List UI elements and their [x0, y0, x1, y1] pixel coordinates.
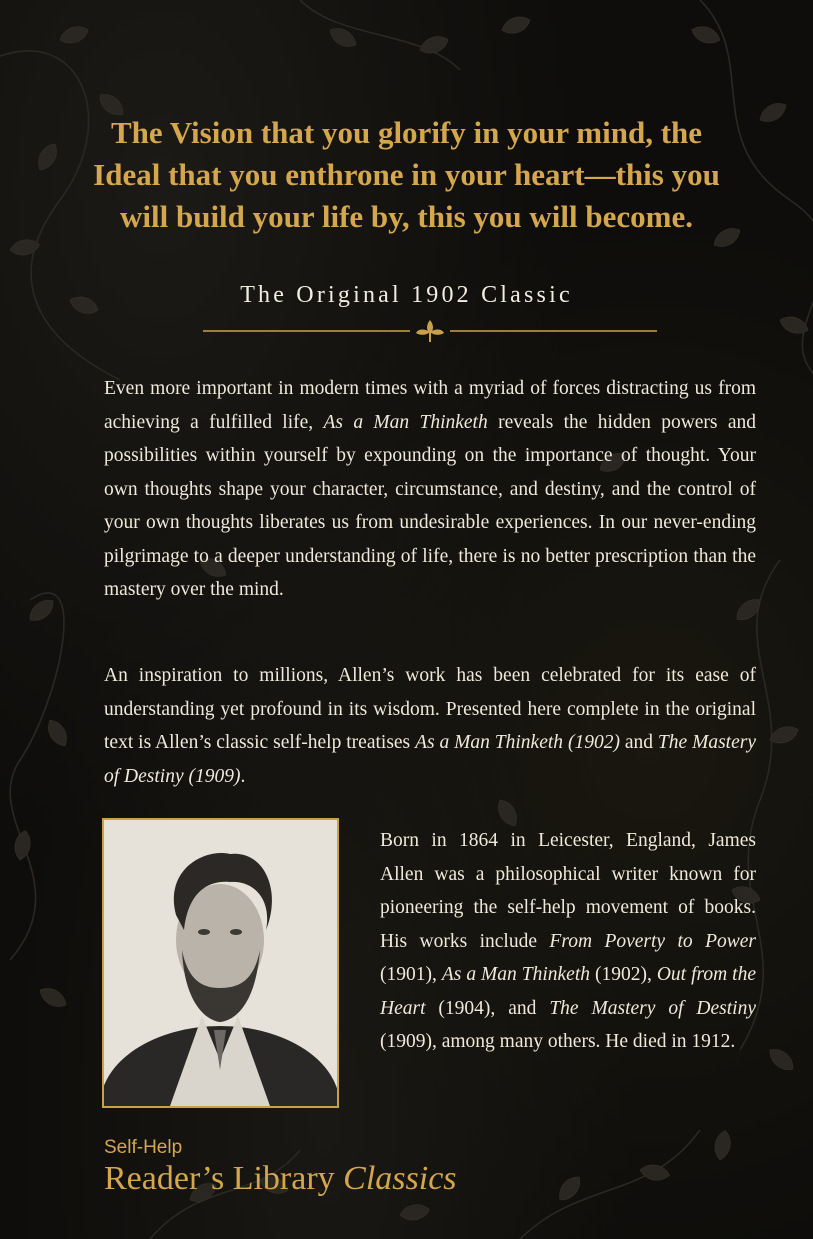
description-text: . [240, 765, 246, 787]
book-title: The Mastery of Destiny (1909) [104, 732, 756, 787]
description-text: and [619, 732, 658, 753]
quote-line: will build your life by, this you will become. [119, 199, 693, 234]
description-paragraph-2 [104, 659, 756, 793]
book-title: As a Man Thinketh [441, 964, 591, 985]
series-name: Reader’s Library [104, 1160, 344, 1197]
author-bio [380, 824, 756, 1059]
quote-line: The Vision that you glorify in your mind, the [110, 115, 703, 150]
author-photo-image [104, 820, 337, 1106]
book-title: As a Man Thinketh [323, 411, 488, 433]
series-logo [104, 1160, 457, 1198]
description-text: An inspiration to millions, Allen’s work has been celebrated for its ease of understanding yet profound in its wisdom. Presented here complete in the original text is Allen’s classic self-help treatises [104, 665, 756, 753]
book-title: The Mastery of Destiny [549, 997, 756, 1019]
book-title: From Poverty to Power [549, 930, 757, 952]
book-title: Out from the Heart [380, 964, 756, 1019]
genre-label: Self-Help [104, 1137, 183, 1158]
book-title: As a Man Thinketh (1902) [415, 732, 620, 753]
bio-text: Born in 1864 in Leicester, England, James Allen was a philosophical writer known for pioneering the self-help movement of books. His works include [380, 830, 756, 952]
edition-subtitle: The Original 1902 Classic [240, 282, 573, 308]
quote-line: Ideal that you enthrone in your heart—this you [93, 157, 720, 192]
bio-text: (1909), among many others. He died in 1912. [380, 1031, 736, 1052]
bio-text: (1902), [590, 964, 657, 985]
description-text: reveals the hidden powers and possibilities within yourself by expounding on the importance of thought. Your own thoughts shape your character, circumstance, and destiny, and the control of your own thoughts liberates us from undesirable experiences. In our never-ending pilgrimage to a deeper understanding of life, there is no better prescription than the mastery over the mind. [104, 411, 756, 600]
bio-text: (1904), and [425, 997, 550, 1019]
author-portrait [102, 818, 339, 1108]
tagline-quote [60, 112, 753, 238]
series-name-italic: Classics [343, 1160, 457, 1197]
fleuron-icon [200, 316, 660, 346]
description-text: Even more important in modern times with a myriad of forces distracting us from achieving a fulfilled life, [104, 378, 756, 433]
bio-text: (1901), [380, 964, 442, 985]
description-paragraph-1 [104, 372, 756, 607]
